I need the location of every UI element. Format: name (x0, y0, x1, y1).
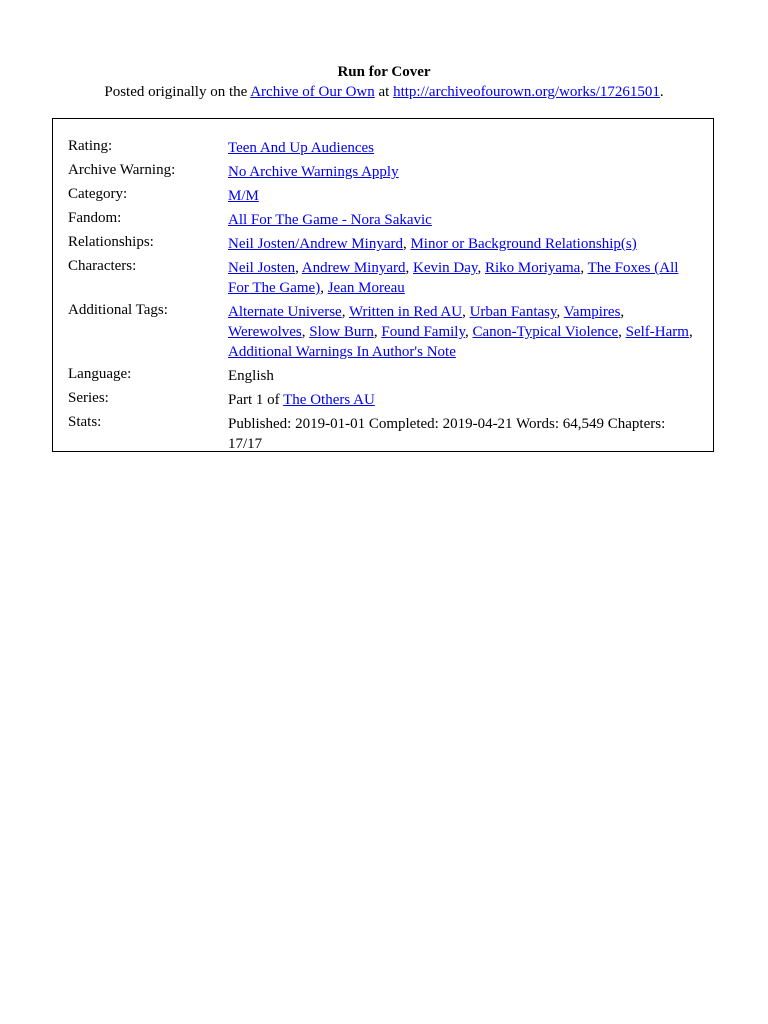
tag-link[interactable]: Andrew Minyard (301, 260, 406, 276)
series-link[interactable]: The Others AU (283, 392, 375, 408)
meta-row-stats (68, 412, 698, 454)
tag-link[interactable]: Neil Josten/Andrew Minyard (228, 236, 403, 252)
archive-link[interactable]: Archive of Our Own (250, 84, 375, 100)
meta-value-rating (228, 136, 698, 158)
meta-value-warning (228, 160, 698, 182)
tag-link[interactable]: Found Family (381, 324, 465, 340)
posted-line (0, 82, 768, 102)
meta-label-additional-tags: Additional Tags: (68, 302, 168, 318)
meta-label-relationships: Relationships: (68, 234, 154, 250)
tag-link[interactable]: No Archive Warnings Apply (228, 164, 399, 180)
tag-link[interactable]: Slow Burn (309, 324, 374, 340)
meta-row-category (68, 184, 698, 206)
meta-value-additional-tags: Alternate Universe, Written in Red AU, Urban Fantasy, Vampires, Werewolves, Slow Burn, Found Family, Canon-Typical Violence, Self-Harm, Additional Warnings In Author's Note (228, 304, 693, 360)
work-title: Run for Cover (337, 64, 431, 80)
tag-link[interactable]: Teen And Up Audiences (228, 140, 375, 156)
tag-link[interactable]: The Foxes (All For The Game) (228, 260, 679, 296)
meta-row-language (68, 364, 698, 386)
meta-row-series (68, 388, 698, 410)
meta-label-fandom: Fandom: (68, 210, 122, 226)
meta-box (52, 118, 714, 452)
work-header (0, 62, 768, 102)
tag-link[interactable]: Riko Moriyama (484, 260, 581, 276)
meta-label-series: Series: (68, 390, 109, 406)
meta-label-warning: Archive Warning: (68, 162, 176, 178)
meta-label-characters: Characters: (68, 258, 137, 274)
meta-row-relationships (68, 232, 698, 254)
meta-value-characters: Neil Josten, Andrew Minyard, Kevin Day, Riko Moriyama, The Foxes (All For The Game), Jean Moreau (228, 260, 679, 296)
work-url-link[interactable]: http://archiveofourown.org/works/17261501 (393, 84, 660, 100)
posted-prefix: Posted originally on the (104, 84, 251, 100)
meta-value-stats: Published: 2019-01-01 Completed: 2019-04-21 Words: 64,549 Chapters: 17/17 (228, 416, 666, 452)
tag-link[interactable]: Self-Harm (625, 324, 689, 340)
meta-value-relationships: Neil Josten/Andrew Minyard, Minor or Background Relationship(s) (228, 236, 637, 252)
meta-row-rating (68, 136, 698, 158)
tag-link[interactable]: Kevin Day (413, 260, 478, 276)
tag-link[interactable]: Jean Moreau (327, 280, 405, 296)
tag-link[interactable]: Canon-Typical Violence (472, 324, 619, 340)
meta-row-fandom (68, 208, 698, 230)
meta-label-rating: Rating: (68, 138, 113, 154)
meta-value-series (228, 388, 698, 410)
tag-link[interactable]: Vampires (563, 304, 621, 320)
tag-link[interactable]: Additional Warnings In Author's Note (228, 344, 456, 360)
meta-list (68, 136, 698, 454)
at-text: at (374, 84, 394, 100)
meta-label-language: Language: (68, 366, 132, 382)
meta-row-warning (68, 160, 698, 182)
tag-link[interactable]: Werewolves (228, 324, 302, 340)
meta-row-characters (68, 256, 698, 298)
meta-value-category (228, 184, 698, 206)
meta-label-category: Category: (68, 186, 128, 202)
tag-link[interactable]: Written in Red AU (348, 304, 463, 320)
tag-link[interactable]: Neil Josten (228, 260, 296, 276)
meta-label-stats: Stats: (68, 414, 102, 430)
tag-link[interactable]: M/M (228, 188, 259, 204)
tag-link[interactable]: All For The Game - Nora Sakavic (228, 212, 432, 228)
tag-link[interactable]: Minor or Background Relationship(s) (410, 236, 637, 252)
tag-link[interactable]: Urban Fantasy (469, 304, 557, 320)
series-prefix: Part 1 of (228, 392, 284, 408)
posted-period: . (659, 84, 664, 100)
meta-row-additional-tags (68, 300, 698, 362)
meta-value-language: English (228, 368, 274, 384)
meta-value-fandom (228, 208, 698, 230)
tag-link[interactable]: Alternate Universe (228, 304, 342, 320)
